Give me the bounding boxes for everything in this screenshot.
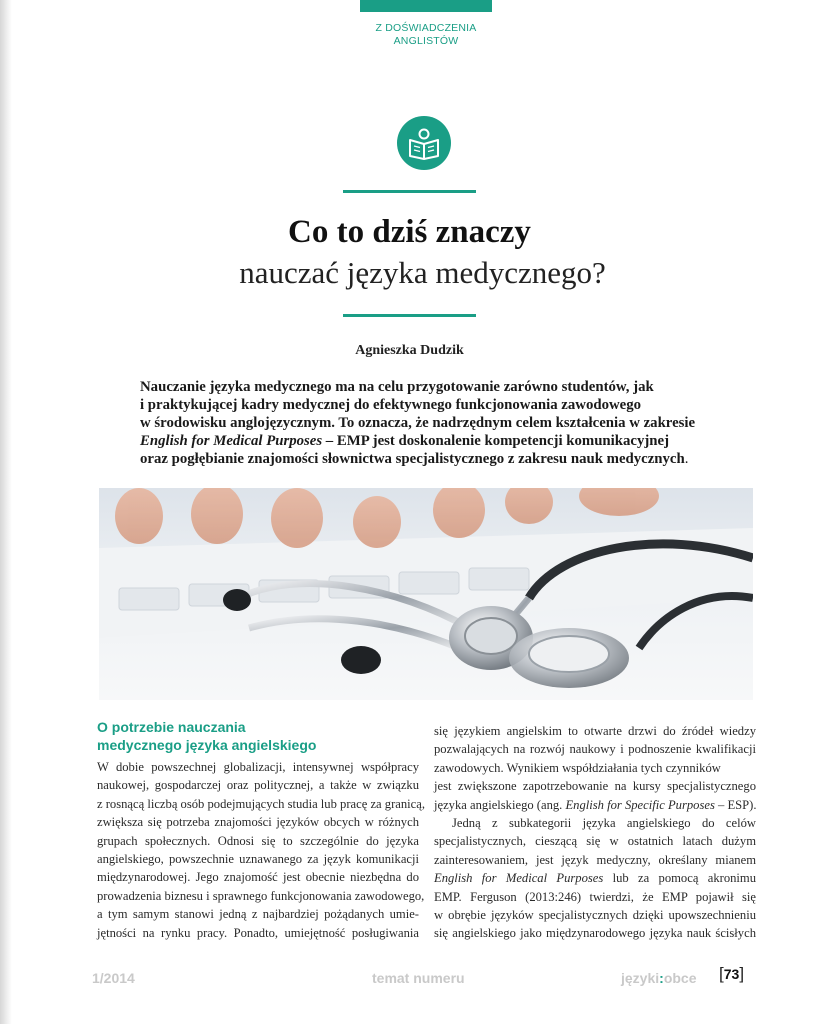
- left-column-text: [97, 758, 425, 942]
- footer-section: temat numeru: [372, 970, 465, 986]
- text-line: jętności na rynku pracy. Ponadto, umiejętność posługiwania: [97, 925, 419, 940]
- text-line: jest zwiększone zapotrzebowanie na kursy specjalistycznego: [434, 779, 756, 794]
- footer-magazine: języki:obce: [621, 970, 697, 986]
- stethoscope-on-keyboard-image: [99, 488, 753, 700]
- text-line: pozwalających na rozwój naukowy i podnoszenie kwalifikacji: [434, 742, 756, 757]
- text-line: zwiększa się potrzeba znajomości języków obcych w różnych: [97, 815, 419, 830]
- text-line: języka angielskiego (ang. English for Specific Purposes – ESP).: [434, 797, 757, 812]
- lead-italic-term: English for Medical Purposes: [140, 433, 323, 449]
- page-number: [73]: [719, 964, 745, 983]
- article-title: Co to dziś znaczy: [288, 214, 531, 250]
- section-subheading: O potrzebie nauczania medycznego języka angielskiego: [97, 719, 317, 753]
- right-column-text: [434, 722, 756, 943]
- text-line: się angielskiego jako międzynarodowego języka nauk ścisłych: [434, 926, 756, 941]
- text-line: angielskiego, powszechnie uznawanego za język komunikacji: [97, 852, 419, 867]
- text-line: międzynarodowej. Jego znajomość jest obecnie niezbędna do: [97, 870, 419, 885]
- text-line: English for Medical Purposes lub za pomocą akronimu: [434, 871, 756, 886]
- text-line: z rosnącą liczbą osób podejmujących studia lub pracę za granicą,: [97, 796, 425, 811]
- section-tag-line1: Z DOŚWIADCZENIA: [375, 22, 477, 34]
- text-line: zainteresowaniem, jest język medyczny, określany mianem: [434, 852, 756, 867]
- reader-book-icon: [397, 116, 451, 170]
- title-rule-top: [343, 190, 476, 193]
- text-line: naukowej, gospodarczej oraz politycznej, a także w związku: [97, 778, 419, 793]
- text-line: się językiem angielskim to otwarte drzwi do źródeł wiedzy: [434, 724, 756, 738]
- section-tag: [340, 22, 512, 48]
- text-line: EMP. Ferguson (2013:246) twierdzi, że EMP pojawił się: [434, 889, 756, 904]
- text-line: Jedną z subkategorii języka angielskiego do celów: [452, 816, 756, 831]
- lead-line: i praktykującej kadry medycznej do efektywnego funkcjonowania zawodowego: [140, 397, 642, 413]
- text-line: specjalistycznych, cieszącą się w ostatnich latach dużym: [434, 834, 756, 849]
- lead-paragraph: [140, 378, 716, 468]
- section-tag-line2: ANGLISTÓW: [393, 35, 459, 47]
- page-binding-shadow: [0, 0, 12, 1024]
- title-rule-bottom: [343, 314, 476, 317]
- author-name: Agnieszka Dudzik: [355, 343, 464, 358]
- footer-issue: 1/2014: [92, 970, 135, 986]
- lead-line: English for Medical Purposes – EMP jest doskonalenie kompetencji komunikacyjnej: [140, 433, 670, 449]
- text-line: grupach społecznych. Odnosi się to szczególnie do języka: [97, 833, 419, 848]
- text-line: prowadzenia biznesu i sprawnego funkcjonowania zawodowego,: [97, 888, 425, 903]
- text-line: w obrębie języków specjalistycznych dzięki upowszechnieniu: [434, 908, 756, 923]
- article-subtitle: nauczać języka medycznego?: [239, 255, 606, 290]
- lead-line: w środowisku anglojęzycznym. To oznacza, że nadrzędnym celem kształcenia w zakresie: [140, 415, 696, 431]
- lead-line: oraz pogłębianie znajomości słownictwa specjalistycznego z zakresu nauk medycznych.: [140, 451, 689, 467]
- lead-line: Nauczanie języka medycznego ma na celu przygotowanie zarówno studentów, jak: [140, 379, 654, 395]
- text-line: zawodowych. Wynikiem współdziałania tych czynników: [434, 760, 721, 775]
- text-line: W dobie powszechnej globalizacji, intensywnej współpracy: [97, 760, 419, 774]
- text-line: a tym samym stanowi jedną z najbardziej pożądanych umie-: [97, 907, 419, 922]
- section-color-bar: [360, 0, 492, 12]
